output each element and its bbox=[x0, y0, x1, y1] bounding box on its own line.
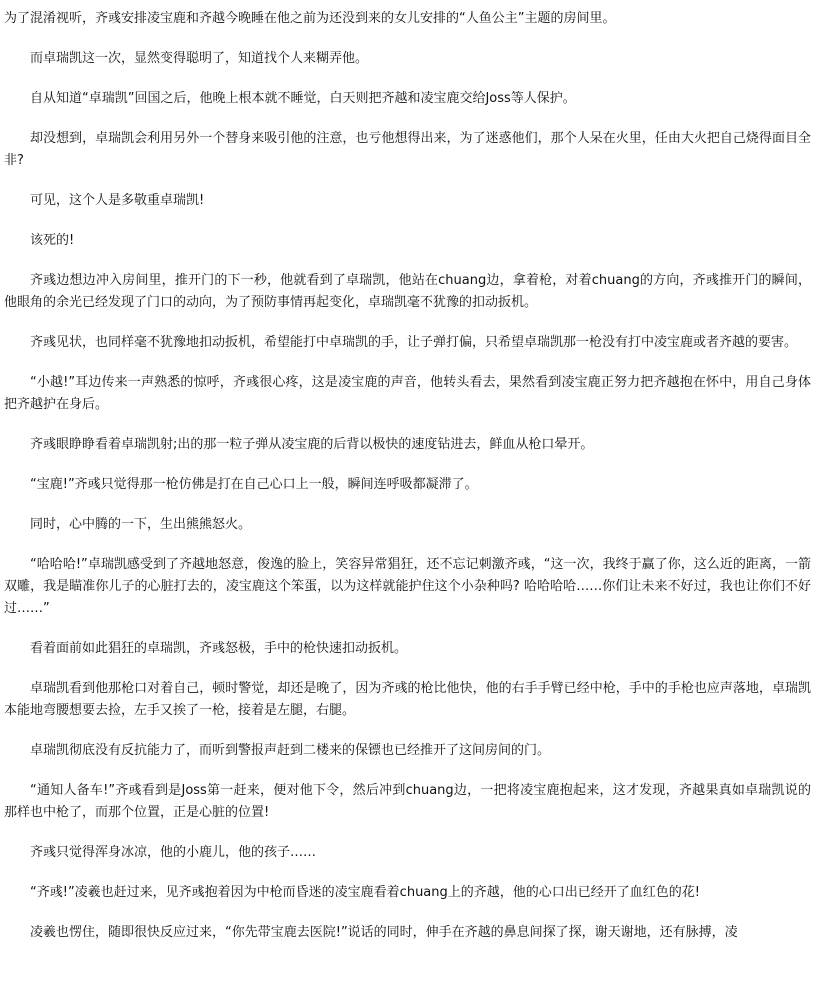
paragraph: 凌羲也愣住，随即很快反应过来，“你先带宝鹿去医院!”说话的同时，伸手在齐越的鼻息间探了探，谢天谢地，还有脉搏，凌 bbox=[30, 925, 738, 940]
paragraph: “齐彧!”凌羲也赶过来，见齐彧抱着因为中枪而昏迷的凌宝鹿看着chuang上的齐越，他的心口出已经开了血红色的花! bbox=[30, 885, 700, 900]
paragraph: 该死的! bbox=[30, 233, 75, 248]
paragraph: 齐彧见状，也同样毫不犹豫地扣动扳机，希望能打中卓瑞凯的手，让子弹打偏，只希望卓瑞凯那一枪没有打中凌宝鹿或者齐越的要害。 bbox=[30, 335, 798, 350]
paragraph: 为了混淆视听，齐彧安排凌宝鹿和齐越今晚睡在他之前为还没到来的女儿安排的“人鱼公主”主题的房间里。 bbox=[4, 11, 616, 26]
paragraph: 却没想到，卓瑞凯会利用另外一个替身来吸引他的注意，也亏他想得出来，为了迷惑他们，那个人呆在火里，任由大火把自己烧得面目全非? bbox=[4, 131, 811, 168]
paragraph: 卓瑞凯看到他那枪口对着自己，顿时警觉，却还是晚了，因为齐彧的枪比他快，他的右手手臂已经中枪，手中的手枪也应声落地，卓瑞凯本能地弯腰想要去捡，左手又挨了一枪，接着是左腿，右腿。 bbox=[4, 681, 811, 718]
paragraph: 自从知道“卓瑞凯”回国之后，他晚上根本就不睡觉，白天则把齐越和凌宝鹿交给Joss等人保护。 bbox=[30, 91, 576, 106]
paragraph: 卓瑞凯彻底没有反抗能力了，而听到警报声赶到二楼来的保镖也已经推开了这间房间的门。 bbox=[30, 743, 551, 758]
paragraph: 齐彧边想边冲入房间里，推开门的下一秒，他就看到了卓瑞凯，他站在chuang边，拿着枪，对着chuang的方向，齐彧推开门的瞬间，他眼角的余光已经发现了门口的动向，为了预防事情再起变化，卓瑞凯毫不犹豫的扣动扳机。 bbox=[4, 273, 811, 310]
paragraph: 同时，心中腾的一下，生出熊熊怒火。 bbox=[30, 517, 252, 532]
paragraph: “宝鹿!”齐彧只觉得那一枪仿佛是打在自己心口上一般，瞬间连呼吸都凝滞了。 bbox=[30, 477, 478, 492]
paragraph: “通知人备车!”齐彧看到是Joss第一赶来，便对他下令，然后冲到chuang边，一把将凌宝鹿抱起来，这才发现，齐越果真如卓瑞凯说的那样也中枪了，而那个位置，正是心脏的位置! bbox=[4, 783, 811, 820]
paragraph: 而卓瑞凯这一次，显然变得聪明了，知道找个人来糊弄他。 bbox=[30, 51, 369, 66]
paragraph: 可见，这个人是多敬重卓瑞凯! bbox=[30, 193, 205, 208]
paragraph: 齐彧只觉得浑身冰凉，他的小鹿儿，他的孩子…… bbox=[30, 845, 317, 860]
paragraph: “哈哈哈!”卓瑞凯感受到了齐越地怒意，俊逸的脸上，笑容异常猖狂，还不忘记刺激齐彧，“这一次，我终于赢了你，这么近的距离，一箭双雕，我是瞄准你儿子的心脏打去的，凌宝鹿这个笨蛋，以为这样就能护住这个小杂种吗? 哈哈哈哈……你们让未来不好过，我也让你们不好过……” bbox=[4, 557, 811, 616]
paragraph: 齐彧眼睁睁看着卓瑞凯射;出的那一粒子弹从凌宝鹿的后背以极快的速度钻进去，鲜血从枪口晕开。 bbox=[30, 437, 594, 452]
paragraph: 看着面前如此猖狂的卓瑞凯，齐彧怒极，手中的枪快速扣动扳机。 bbox=[30, 641, 408, 656]
paragraph: “小越!”耳边传来一声熟悉的惊呼，齐彧很心疼，这是凌宝鹿的声音，他转头看去，果然看到凌宝鹿正努力把齐越抱在怀中，用自己身体把齐越护在身后。 bbox=[4, 375, 811, 412]
